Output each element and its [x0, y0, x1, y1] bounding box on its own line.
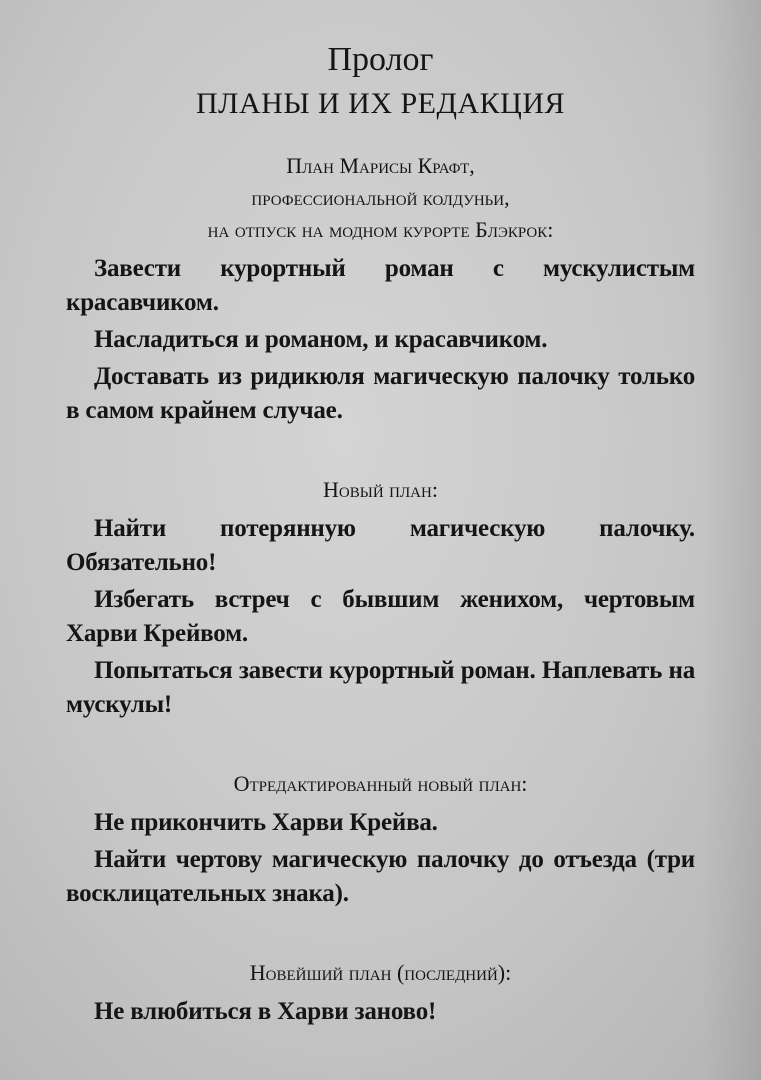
- chapter-title: Пролог: [327, 41, 434, 78]
- plan-section-latest: [66, 957, 695, 1029]
- plan-item: Найти потерянную магическую палочку. Обязательно!: [66, 515, 695, 576]
- plan-item: Доставать из ридикюля магическую палочку только в самом крайнем случае.: [66, 363, 695, 424]
- plan-item: Избегать встреч с бывшим женихом, чертовым Харви Крейвом.: [66, 586, 695, 647]
- plan-item: Не прикончить Харви Крейва.: [94, 809, 438, 836]
- plan-item: Завести курортный роман с мускулистым красавчиком.: [66, 255, 695, 316]
- plan-header-line: План Марисы Крафт,: [286, 153, 475, 178]
- plan-header-line: Новый план:: [323, 477, 438, 502]
- plan-header-line: на отпуск на модном курорте Блэкрок:: [207, 217, 554, 242]
- plan-section-edited: [66, 768, 695, 911]
- plan-items: [66, 806, 695, 911]
- plan-item: Насладиться и романом, и красавчиком.: [94, 326, 548, 353]
- plan-header: [66, 957, 695, 989]
- plan-header: [66, 474, 695, 506]
- plan-section-new: [66, 474, 695, 722]
- plan-item: Попытаться завести курортный роман. Наплевать на мускулы!: [66, 657, 695, 718]
- plan-header-line: Новейший план (последний):: [249, 960, 512, 985]
- plan-header-line: Отредактированный новый план:: [233, 771, 528, 796]
- plan-header: [66, 768, 695, 800]
- plan-item: Не влюбиться в Харви заново!: [94, 998, 437, 1025]
- plan-section-original: [66, 150, 695, 428]
- plan-items: [66, 512, 695, 722]
- plan-header: [66, 150, 695, 246]
- plan-item: Найти чертову магическую палочку до отъезда (три восклицательных знака).: [66, 846, 695, 907]
- plan-items: [66, 995, 695, 1029]
- plan-items: [66, 252, 695, 428]
- chapter-subtitle: ПЛАНЫ И ИХ РЕДАКЦИЯ: [196, 87, 565, 120]
- plan-header-line: профессиональной колдуньи,: [251, 185, 510, 210]
